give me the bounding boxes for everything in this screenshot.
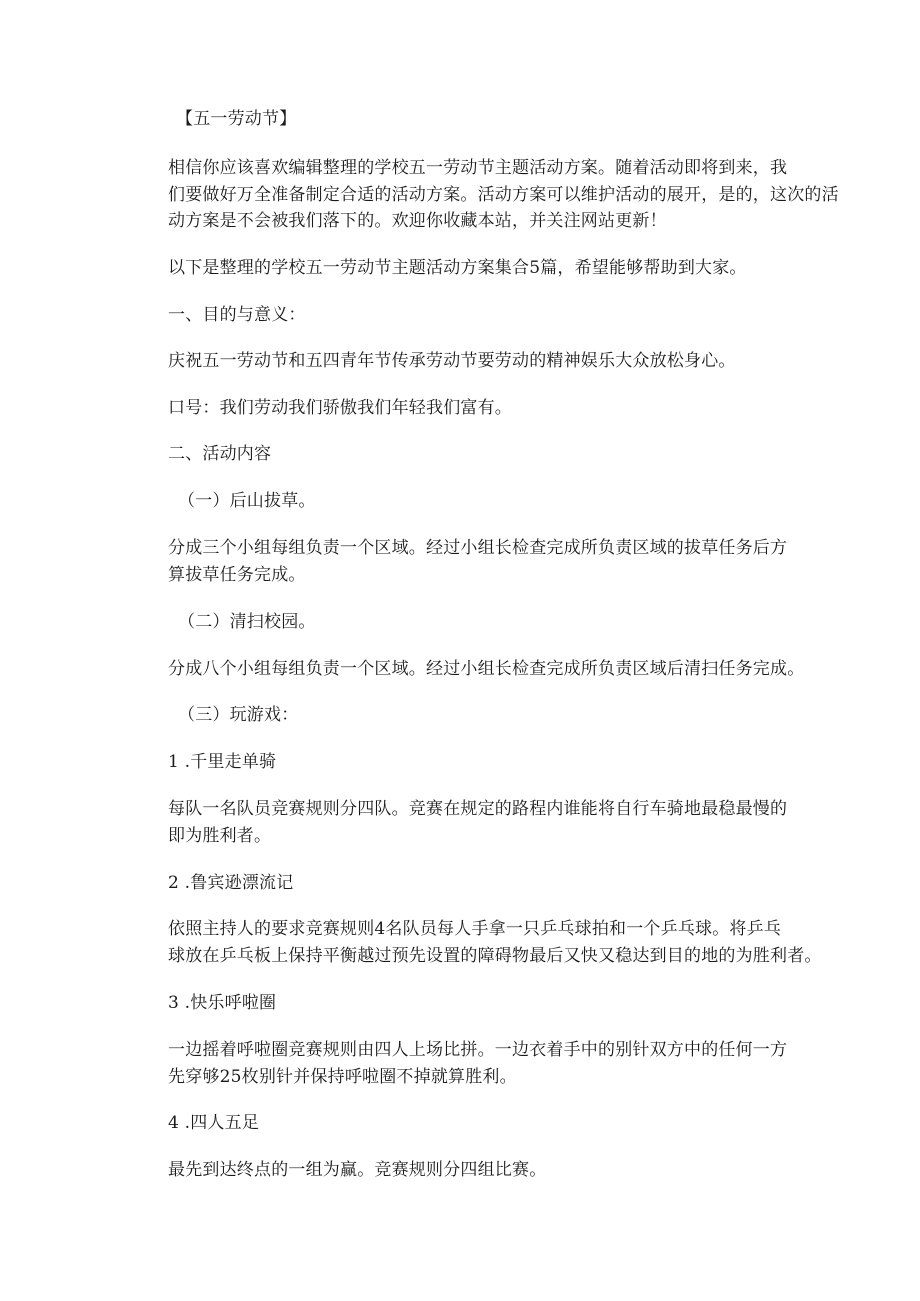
game4-text: 最先到达终点的一组为赢。竞赛规则分四组比赛。 [168, 1160, 547, 1180]
section1-text: 庆祝五一劳动节和五四青年节传承劳动节要劳动的精神娱乐大众放松身心。 [168, 351, 736, 371]
sub1-heading: （一）后山拔草。 [178, 491, 316, 511]
game1-heading: 1 .千里走单骑 [168, 752, 277, 772]
document-title: 【五一劳动节】 [176, 109, 297, 129]
game2-line-1: 依照主持人的要求竞赛规则4名队员每人手拿一只乒乓球拍和一个乒乓球。将乒乓 [168, 919, 782, 939]
game3-heading: 3 .快乐呼啦圈 [168, 993, 277, 1013]
game1-line-1: 每队一名队员竞赛规则分四队。竞赛在规定的路程内谁能将自行车骑地最稳最慢的 [168, 799, 788, 819]
game3-line-2: 先穿够25枚别针并保持呼啦圈不掉就算胜利。 [168, 1067, 517, 1087]
section2-heading: 二、活动内容 [168, 444, 272, 464]
game3-line-1: 一边摇着呼啦圈竞赛规则由四人上场比拼。一边衣着手中的别针双方中的任何一方 [168, 1040, 788, 1060]
game2-line-2: 球放在乒乓板上保持平衡越过预先设置的障碍物最后又快又稳达到目的地的为胜利者。 [168, 946, 822, 966]
intro-line-2: 们要做好万全准备制定合适的活动方案。活动方案可以维护活动的展开，是的，这次的活 [168, 185, 839, 205]
summary-paragraph: 以下是整理的学校五一劳动节主题活动方案集合5篇，希望能够帮助到大家。 [168, 258, 747, 278]
sub2-heading: （二）清扫校园。 [178, 612, 316, 632]
intro-line-3: 动方案是不会被我们落下的。欢迎你收藏本站，并关注网站更新！ [168, 211, 667, 231]
sub1-line-2: 算拔草任务完成。 [168, 565, 306, 585]
game4-heading: 4 .四人五足 [168, 1113, 260, 1133]
slogan-text: 口号：我们劳动我们骄傲我们年轻我们富有。 [168, 398, 512, 418]
sub1-line-1: 分成三个小组每组负责一个区域。经过小组长检查完成所负责区域的拔草任务后方 [168, 538, 788, 558]
sub3-heading: （三）玩游戏： [178, 705, 299, 725]
intro-line-1: 相信你应该喜欢编辑整理的学校五一劳动节主题活动方案。随着活动即将到来，我 [168, 158, 788, 178]
sub2-text: 分成八个小组每组负责一个区域。经过小组长检查完成所负责区域后清扫任务完成。 [168, 659, 805, 679]
section1-heading: 一、目的与意义： [168, 305, 306, 325]
game1-line-2: 即为胜利者。 [168, 826, 272, 846]
game2-heading: 2 .鲁宾逊漂流记 [168, 873, 294, 893]
